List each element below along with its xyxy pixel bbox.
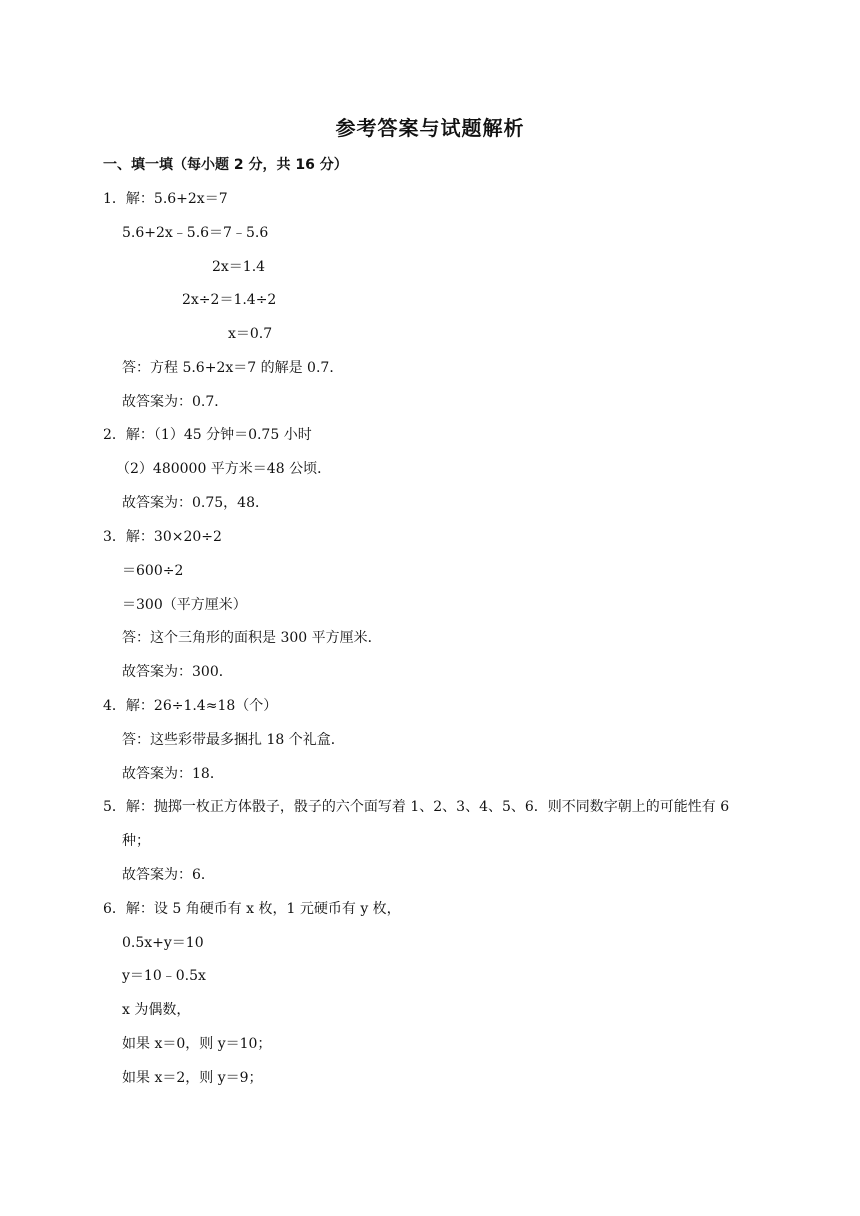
q6-line-6: 如果 x＝2，则 y＝9； [122,1070,263,1086]
q1-line-4: 2x÷2＝1.4÷2 [182,292,277,308]
q5-line-3: 故答案为：6． [122,867,215,883]
q3-line-1: 3．解：30×20÷2 [103,529,222,545]
q4-line-1: 4．解：26÷1.4≈18（个） [103,698,278,714]
q5-line-1: 5．解：抛掷一枚正方体骰子，骰子的六个面写着 1、2、3、4、5、6．则不同数字朝上的可能性有 6 [103,799,730,815]
q4-line-3: 故答案为：18． [122,766,224,782]
q1-line-5: x＝0.7 [228,326,273,342]
q5-line-2: 种； [122,833,150,849]
q6-line-4: x 为偶数， [122,1002,191,1018]
page-title: 参考答案与试题解析 [335,116,525,140]
q3-line-3: ＝300（平方厘米） [122,597,247,613]
section-heading: 一、填一填（每小题 2 分，共 16 分） [103,157,348,173]
q6-line-2: 0.5x+y＝10 [122,935,204,951]
q6-line-3: y＝10﹣0.5x [122,968,206,984]
q3-line-4: 答：这个三角形的面积是 300 平方厘米． [122,630,382,646]
q1-line-6: 答：方程 5.6+2x＝7 的解是 0.7． [122,360,344,376]
q1-line-2: 5.6+2x﹣5.6＝7﹣5.6 [122,225,269,241]
q4-line-2: 答：这些彩带最多捆扎 18 个礼盒． [122,732,345,748]
q3-line-2: ＝600÷2 [122,563,184,579]
q3-line-5: 故答案为：300． [122,664,233,680]
q6-line-1: 6．解：设 5 角硬币有 x 枚，1 元硬币有 y 枚， [103,901,401,917]
q2-line-3: 故答案为：0.75，48． [122,495,269,511]
q1-line-1: 1．解：5.6+2x＝7 [103,191,228,207]
q6-line-5: 如果 x＝0，则 y＝10； [122,1036,272,1052]
q1-line-7: 故答案为：0.7． [122,394,229,410]
q1-line-3: 2x＝1.4 [212,259,266,275]
q2-line-2: （2）480000 平方米＝48 公顷． [116,461,332,477]
q2-line-1: 2．解：（1）45 分钟＝0.75 小时 [103,427,312,443]
